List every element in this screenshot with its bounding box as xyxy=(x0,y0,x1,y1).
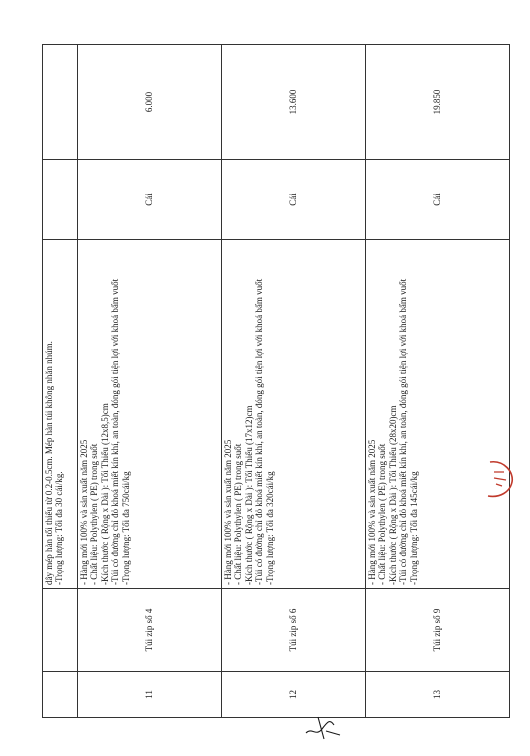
cell-qty: 13.600 xyxy=(222,45,366,160)
desc-line: -Trọng lượng: Tối đa 145cái/kg xyxy=(408,471,419,585)
cell-unit: Cái xyxy=(366,160,510,240)
cell-desc xyxy=(222,240,366,589)
desc-line: - Chất liệu: Polythylen ( PE) trong suốt xyxy=(233,443,244,585)
desc-line: - Chất liệu: Polythylen ( PE) trong suốt xyxy=(89,443,100,585)
desc-line: -Túi có đường chỉ đỏ khoá miết kín khí, an toàn, đóng gói tiện lợi với khoá bấm vuốt xyxy=(254,278,265,585)
cell-no xyxy=(43,672,78,718)
cell-no: 11 xyxy=(78,672,222,718)
desc-line: - Chất liệu: Polythylen ( PE) trong suốt xyxy=(377,443,388,585)
desc-line: - Hàng mới 100% và sản xuất năm 2025 xyxy=(79,439,89,585)
cell-desc xyxy=(43,240,78,589)
cell-desc xyxy=(78,240,222,589)
desc-line: dây mép hàn tối thiểu từ 0.2-0.5cm. Mép hàn túi không nhăn nhúm. xyxy=(44,341,54,585)
signature-mark-icon xyxy=(304,713,342,741)
desc-line: -Trọng lượng: Tối đa 320cái/kg xyxy=(264,471,275,585)
table-row xyxy=(43,45,78,718)
desc-line: -Túi có đường chỉ đỏ khoá miết kín khí, an toàn, đóng gói tiện lợi với khoá bấm vuốt xyxy=(110,278,121,585)
desc-line: -Kích thước ( Rộng x Dài ): Tối Thiểu (17x12)cm xyxy=(243,405,254,585)
cell-name: Túi zip số 9 xyxy=(366,589,510,672)
cell-name: Túi zip số 6 xyxy=(222,589,366,672)
table-row xyxy=(366,45,510,718)
desc-line: - Hàng mới 100% và sản xuất năm 2025 xyxy=(367,439,377,585)
desc-line: -Trọng lượng: Tối đa 750cái/kg xyxy=(120,471,131,585)
rotated-table-container xyxy=(42,45,509,718)
cell-qty xyxy=(43,45,78,160)
cell-qty: 6.000 xyxy=(78,45,222,160)
cell-no: 13 xyxy=(366,672,510,718)
table-row xyxy=(78,45,222,718)
product-spec-table xyxy=(42,44,510,718)
cell-unit: Cái xyxy=(222,160,366,240)
desc-line: -Túi có đường chỉ đỏ khoá miết kín khí, an toàn, đóng gói tiện lợi với khoá bấm vuốt xyxy=(398,278,409,585)
cell-unit xyxy=(43,160,78,240)
cell-name: Túi zip số 4 xyxy=(78,589,222,672)
desc-line: -Kích thước ( Rộng x Dài ): Tối Thiểu (28x20)cm xyxy=(387,405,398,585)
red-stamp-icon xyxy=(484,458,516,500)
cell-name xyxy=(43,589,78,672)
desc-line: -Trọng lượng: Tối đa 30 cái/kg. xyxy=(54,471,65,585)
desc-line: - Hàng mới 100% và sản xuất năm 2025 xyxy=(223,439,233,585)
table-row xyxy=(222,45,366,718)
cell-no: 12 xyxy=(222,672,366,718)
cell-desc xyxy=(366,240,510,589)
cell-unit: Cái xyxy=(78,160,222,240)
cell-qty: 19.850 xyxy=(366,45,510,160)
desc-line: -Kích thước ( Rộng x Dài ): Tối Thiểu (12x8,5)cm xyxy=(99,403,110,585)
